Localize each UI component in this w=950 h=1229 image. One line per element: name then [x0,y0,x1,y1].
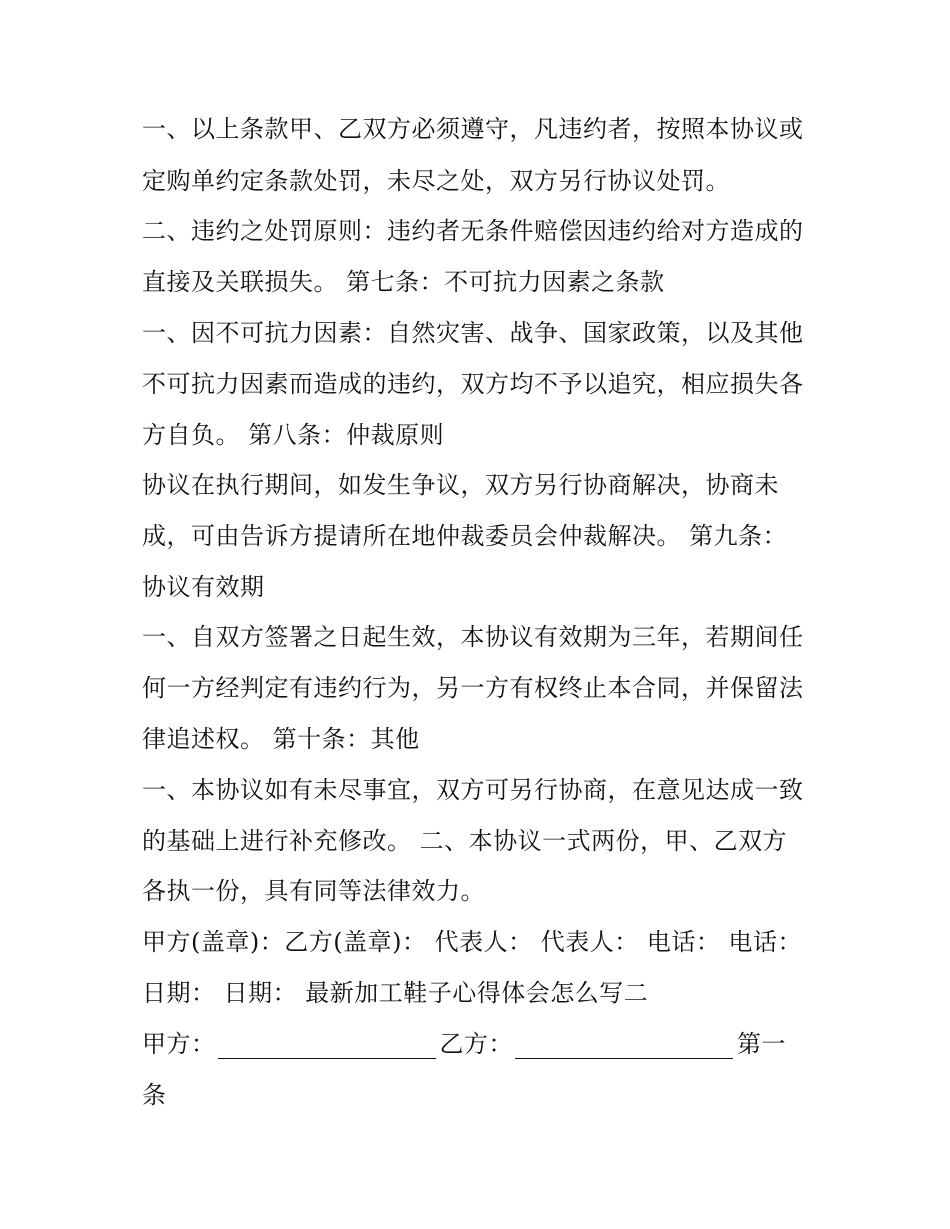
paragraph-line-6: 不可抗力因素而造成的违约，双方均不予以追究，相应损失各 [142,370,804,398]
paragraph-line-7: 方自负。 第八条：仲裁原则 [142,421,445,449]
paragraph-line-2: 定购单约定条款处罚，未尽之处，双方另行协议处罚。 [142,167,730,195]
paragraph-line-11: 一、自双方签署之日起生效，本协议有效期为三年，若期间任 [142,623,804,651]
paragraph-line-1: 一、以上条款甲、乙双方必须遵守，凡违约者，按照本协议或 [142,115,804,143]
party-a-label: 甲方： [142,1030,216,1058]
paragraph-line-5: 一、因不可抗力因素：自然灾害、战争、国家政策，以及其他 [142,319,804,347]
party-b-blank [515,1034,733,1059]
paragraph-line-8: 协议在执行期间，如发生争议，双方另行协商解决，协商未 [142,471,779,499]
paragraph-line-12: 何一方经判定有违约行为，另一方有权终止本合同，并保留法 [142,674,804,702]
paragraph-line-10: 协议有效期 [142,573,265,601]
signature-trailing-text: 第一 [737,1030,786,1058]
signature-line [142,1029,786,1059]
paragraph-line-13: 律追述权。 第十条：其他 [142,725,420,753]
paragraph-line-3: 二、违约之处罚原则：违约者无条件赔偿因违约给对方造成的 [142,217,804,245]
paragraph-line-16: 各执一份，具有同等法律效力。 [142,877,485,905]
paragraph-last-line: 条 [142,1081,167,1109]
paragraph-line-15: 的基础上进行补充修改。 二、本协议一式两份，甲、乙双方 [142,827,788,855]
date-labels-line: 日期： 日期： 最新加工鞋子心得体会怎么写二 [142,979,649,1007]
party-a-blank [218,1034,436,1059]
paragraph-line-14: 一、本协议如有未尽事宜，双方可另行协商，在意见达成一致 [142,776,804,804]
paragraph-line-4: 直接及关联损失。 第七条：不可抗力因素之条款 [142,268,665,296]
paragraph-line-9: 成，可由告诉方提请所在地仲裁委员会仲裁解决。 第九条： [142,522,788,550]
party-b-label: 乙方： [439,1030,513,1058]
signature-block-labels: 甲方(盖章)：乙方(盖章)： 代表人： 代表人： 电话： 电话： [142,928,802,956]
